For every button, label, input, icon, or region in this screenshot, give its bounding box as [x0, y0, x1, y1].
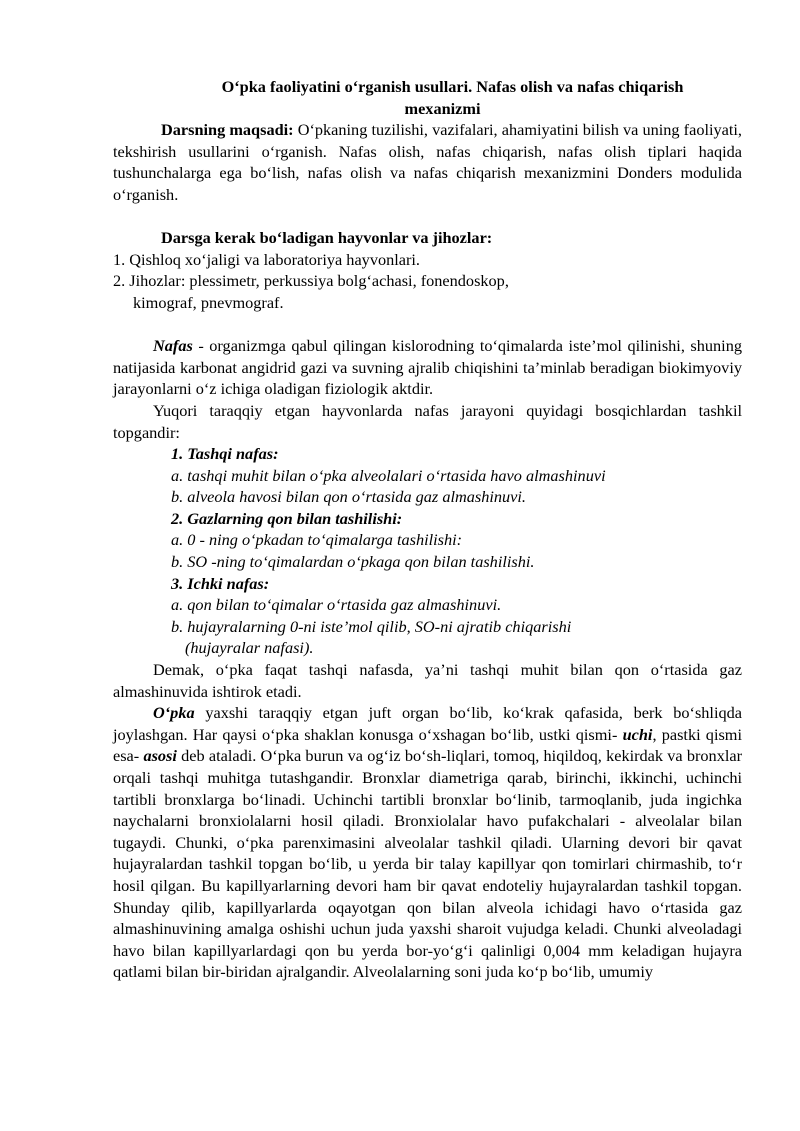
- stage-3-heading: 3. Ichki nafas:: [171, 573, 270, 593]
- stage-2a: a. 0 - ning o‘pkadan to‘qimalarga tashilishi:: [171, 530, 463, 550]
- nafas-definition-text: - organizmga qabul qilingan kislorodning to‘qimalarda iste’mol qilinishi, shuning natijasida karbonat angidrid gazi va suvning ajralib chiqishini ta’minlab beradigan biokimyoviy jarayonlarni o‘z ichiga oladigan fiziologik aktdir.: [113, 336, 742, 399]
- stage-1a: a. tashqi muhit bilan o‘pka alveolalari o‘rtasida havo almashinuvi: [171, 465, 606, 485]
- equipment-item-1: 1. Qishloq xo‘jaligi va laboratoriya hayvonlari.: [113, 249, 421, 269]
- opka-text-1: yaxshi taraqqiy etgan juft organ bo‘lib, ko‘krak qafasida, berk bo‘shliqda joylashgan. Har qaysi o‘pka shaklan konusga o‘xshagan bo‘lib, ustki qismi-: [113, 703, 742, 744]
- document-title-line2: mexanizmi: [404, 98, 481, 118]
- uchi-term: uchi: [622, 724, 653, 744]
- document-body: [113, 76, 742, 983]
- stage-3b-continued: (hujayralar nafasi).: [185, 638, 314, 658]
- opka-text-3: deb ataladi. O‘pka burun va og‘iz bo‘sh-liqlari, tomoq, hiqildoq, kekirdak va bronxlar orqali tashqi muhitga tutashgandir. Bronxlar diametriga qarab, birinchi, ikkinchi, uchinchi tartibli bronxlarga bo‘linadi. Uchinchi tartibli bronxlar bo‘linib, tarmoqlanib, juda ingichka naychalarni bronxiolalarni hosil qiladi. Bronxiolalar havo pufakchalari - alveolalar bilan tugaydi. Chunki, o‘pka parenximasini alveolalar tashkil qiladi. Ularning devori bir qavat hujayralardan tashkil topgan bo‘lib, u yerda bir talay kapillyar qon tomirlari chirmashib, to‘r hosil qilgan. Bu kapillyarlarning devori ham bir qavat endoteliy hujayralardan tashkil topgan. Shunday qilib, kapillyarlarda oqayotgan qon bilan alveola ichidagi havo o‘rtasida gaz almashinuvining amalga oshishi uchun juda yaxshi sharoit vujudga keladi. Chunki alveoladagi havo bilan kapillyarlardagi qon bu yerda bor-yo‘g‘i qalinligi 0,004 mm keladigan hujayra qatlami bilan bir-biridan ajralgandir. Alveolalarning soni juda ko‘p bo‘lib, umumiy: [113, 746, 743, 982]
- spacer: [113, 314, 742, 336]
- stage-2-heading: 2. Gazlarning qon bilan tashilishi:: [171, 508, 403, 528]
- opka-term: O‘pka: [153, 703, 195, 723]
- nafas-term: Nafas: [153, 336, 193, 356]
- demak-paragraph: Demak, o‘pka faqat tashqi nafasda, ya’ni tashqi muhit bilan qon o‘rtasida gaz almashinuvida ishtirok etadi.: [113, 660, 742, 701]
- stage-3a: a. qon bilan to‘qimalar o‘rtasida gaz almashinuvi.: [171, 595, 502, 615]
- document-title-line1: O‘pka faoliyatini o‘rganish usullari. Nafas olish va nafas chiqarish: [221, 77, 684, 96]
- asosi-term: asosi: [143, 746, 177, 766]
- equipment-item-2: 2. Jihozlar: plessimetr, perkussiya bolg‘achasi, fonendoskop,: [113, 271, 509, 291]
- opka-text-2: , pastki qismi esa-: [113, 724, 742, 766]
- equipment-item-2-continued: kimograf, pnevmograf.: [133, 292, 284, 312]
- opka-paragraph: [113, 702, 742, 983]
- lesson-goal-paragraph: [113, 119, 742, 205]
- stage-3b: b. hujayralarning 0-ni iste’mol qilib, SO-ni ajratib chiqarishi: [171, 616, 572, 636]
- equipment-heading: Darsga kerak bo‘ladigan hayvonlar va jihozlar:: [161, 228, 493, 248]
- lesson-goal-label: Darsning maqsadi:: [161, 120, 294, 140]
- stage-2b: b. SO -ning to‘qimalardan o‘pkaga qon bilan tashilishi.: [171, 552, 535, 572]
- stage-1b: b. alveola havosi bilan qon o‘rtasida gaz almashinuvi.: [171, 487, 527, 507]
- spacer: [113, 206, 742, 228]
- lesson-goal-text: O‘pkaning tuzilishi, vazifalari, ahamiyatini bilish va uning faoliyati, tekshirish usullarini o‘rganish. Nafas olish, nafas chiqarish, nafas olish tiplari haqida tushunchalarga ega bo‘lish, nafas olish va nafas chiqarish mexanizmini Donders modulida o‘rganish.: [113, 120, 743, 204]
- stages-intro-paragraph: Yuqori taraqqiy etgan hayvonlarda nafas jarayoni quyidagi bosqichlardan tashkil topgandir:: [113, 400, 742, 442]
- stage-1-heading: 1. Tashqi nafas:: [171, 444, 279, 464]
- nafas-definition-paragraph: [113, 335, 742, 400]
